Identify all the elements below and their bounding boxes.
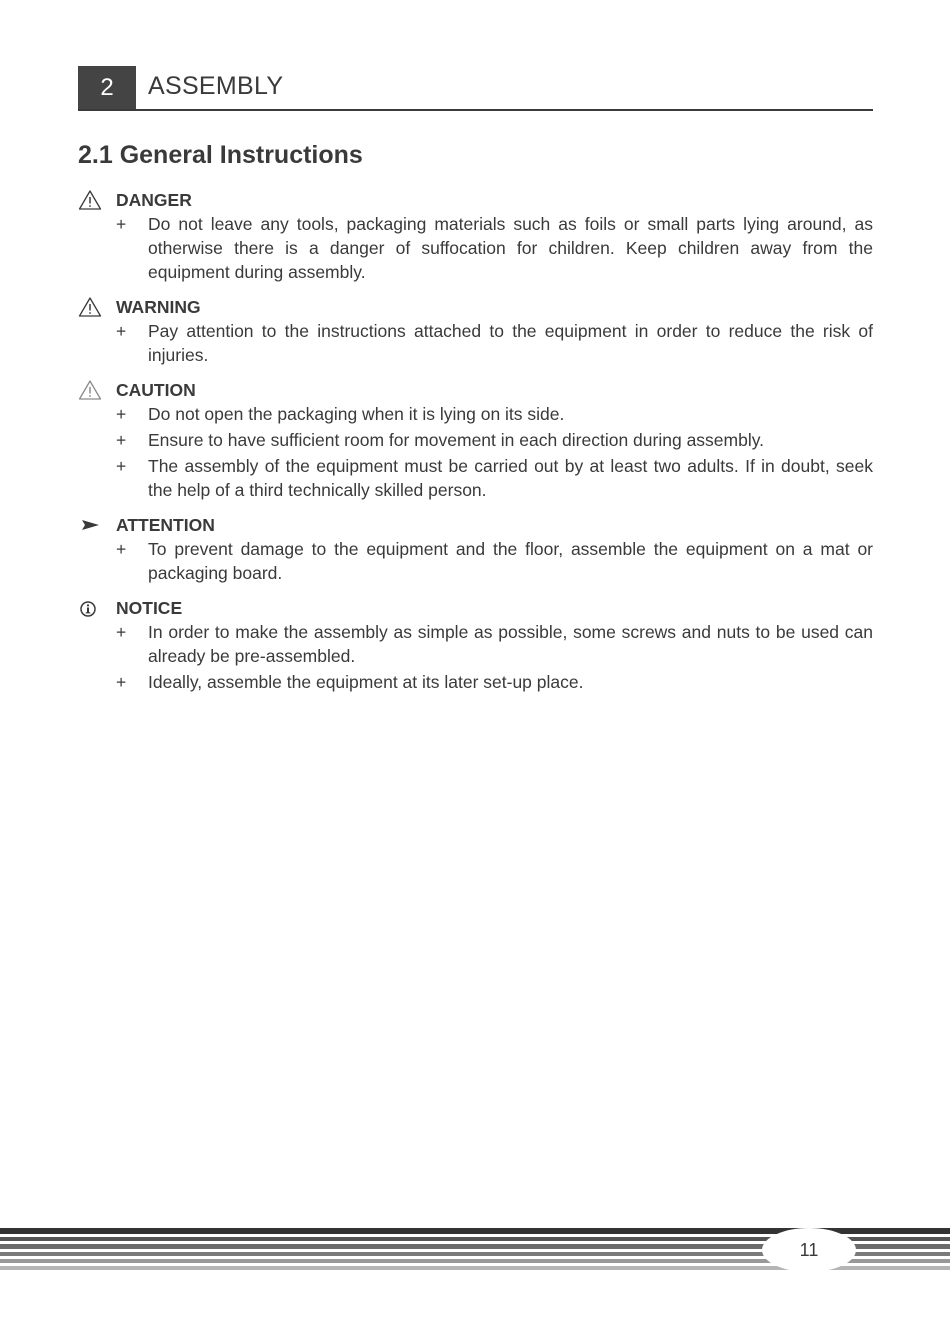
list-item: + To prevent damage to the equipment and the floor, assemble the equipment on a mat or packaging board. — [116, 539, 873, 583]
bullet: + — [116, 404, 127, 424]
bullet: + — [116, 456, 127, 476]
chapter-header — [78, 66, 873, 111]
bullet: + — [116, 539, 127, 559]
bullet: + — [116, 430, 127, 450]
list-item: + Ensure to have sufficient room for movement in each direction during assembly. — [116, 430, 765, 450]
pointer-arrow-icon — [78, 514, 102, 536]
list-item: + Ideally, assemble the equipment at its later set-up place. — [116, 672, 584, 692]
list-item: + Pay attention to the instructions attached to the equipment in order to reduce the risk of injuries. — [116, 321, 873, 365]
attention-block — [78, 511, 873, 585]
section-title: 2.1 General Instructions — [78, 141, 363, 169]
warning-label: WARNING — [116, 297, 201, 317]
list-item: + Do not leave any tools, packaging materials such as foils or small parts lying around, as otherwise there is a danger of suffocation for children. Keep children away from the equipment during assembly. — [116, 214, 873, 282]
instructions-content — [78, 186, 873, 703]
caution-triangle-icon — [78, 379, 102, 401]
warning-block — [78, 293, 873, 367]
chapter-title: ASSEMBLY — [148, 72, 284, 100]
bullet: + — [116, 622, 127, 642]
notice-label: NOTICE — [116, 598, 183, 618]
caution-block — [78, 376, 873, 502]
list-item: + The assembly of the equipment must be carried out by at least two adults. If in doubt, seek the help of a third technically skilled person. — [116, 456, 873, 500]
page-number: 11 — [762, 1228, 856, 1272]
list-item: + Do not open the packaging when it is lying on its side. — [116, 404, 565, 424]
danger-label: DANGER — [116, 190, 192, 210]
bullet: + — [116, 672, 127, 692]
notice-block — [78, 594, 873, 694]
chapter-number: 2 — [78, 66, 136, 109]
info-circle-icon — [78, 597, 102, 619]
bullet: + — [116, 214, 127, 234]
warning-triangle-icon — [78, 296, 102, 318]
list-item: + In order to make the assembly as simple as possible, some screws and nuts to be used can already be pre-assembled. — [116, 622, 873, 666]
bullet: + — [116, 321, 127, 341]
caution-label: CAUTION — [116, 380, 196, 400]
attention-label: ATTENTION — [116, 515, 215, 535]
danger-block — [78, 186, 873, 284]
warning-triangle-icon — [78, 189, 102, 211]
